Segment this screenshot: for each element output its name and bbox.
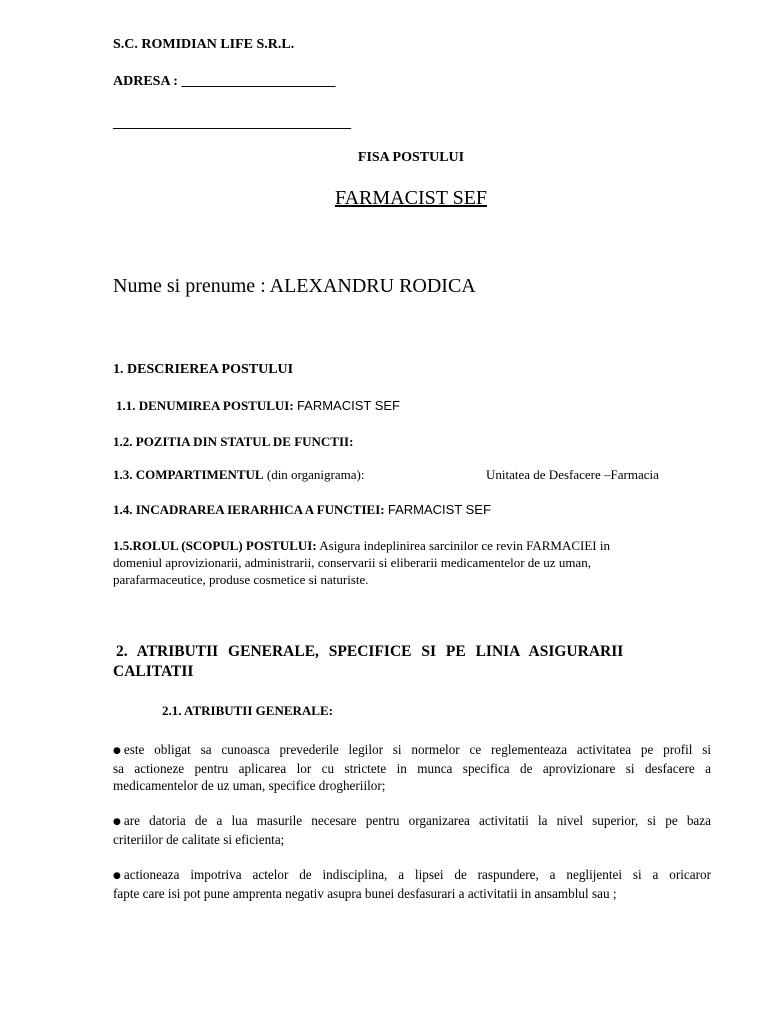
item-1-3-note: (din organigrama): — [266, 467, 365, 482]
item-1-1-label: 1.1. DENUMIREA POSTULUI: — [116, 398, 294, 413]
item-1-5-value-line3: parafarmaceutice, produse cosmetice si naturiste. — [113, 572, 369, 587]
duty-2-line2: criteriilor de calitate si eficienta; — [113, 832, 285, 847]
duty-3-line1: actioneaza impotriva actelor de indisciplina, a lipsei de raspundere, a neglijentei si a oricaror — [123, 867, 711, 882]
item-1-1-value: FARMACIST SEF — [296, 398, 400, 413]
section-2-heading-line1: 2. ATRIBUTII GENERALE, SPECIFICE SI PE LINIA ASIGURARII — [116, 643, 624, 660]
item-1-5 — [113, 537, 713, 588]
company-name: S.C. ROMIDIAN LIFE S.R.L. — [113, 37, 295, 52]
item-1-4 — [113, 502, 491, 518]
document-title: FARMACIST SEF — [334, 187, 488, 209]
bullet-icon: ● — [113, 817, 121, 827]
bullet-icon: ● — [113, 871, 121, 881]
subsection-2-1-heading: 2.1. ATRIBUTII GENERALE: — [162, 703, 333, 718]
bullet-icon: ● — [113, 746, 121, 756]
item-1-5-value-line2: domeniul aprovizionarii, administrarii, conservarii si eliberarii medicamentelor de uz uman, — [113, 555, 591, 570]
item-1-3 — [113, 467, 673, 483]
section-2-heading — [113, 642, 711, 682]
item-1-3-label: 1.3. COMPARTIMENTUL — [113, 467, 264, 482]
duty-1-line3: medicamentelor de uz uman, specifice drogheriilor; — [113, 778, 386, 793]
general-duty-item — [113, 741, 711, 794]
duty-1-line2: sa actioneze pentru aplicarea lor cu strictete in munca specifica de aprovizionare si desfacere a — [113, 761, 711, 776]
duty-1-line1: este obligat sa cunoasca prevederile legilor si normelor ce reglementeaza activitatea pe profil si — [123, 742, 711, 757]
section-1-heading: 1. DESCRIEREA POSTULUI — [113, 362, 294, 377]
item-1-3-value: Unitatea de Desfacere –Farmacia — [486, 467, 659, 482]
item-1-2-label: 1.2. POZITIA DIN STATUL DE FUNCTII: — [113, 434, 354, 449]
item-1-1 — [116, 398, 400, 414]
item-1-5-label: 1.5.ROLUL (SCOPUL) POSTULUI: — [113, 538, 317, 553]
duty-3-line2: fapte care isi pot pune amprenta negativ asupra bunei desfasurari a activitatii in ansamblul sau ; — [113, 886, 617, 901]
duty-2-line1: are datoria de a lua masurile necesare pentru organizarea activitatii la nivel superior, si pe baza — [123, 813, 711, 828]
document-type: FISA POSTULUI — [357, 150, 465, 165]
section-2-heading-line2: CALITATII — [113, 663, 194, 680]
item-1-4-label: 1.4. INCADRAREA IERARHICA A FUNCTIEI: — [113, 502, 385, 517]
address-line-2: __________________________________ — [113, 116, 351, 131]
item-1-4-value: FARMACIST SEF — [387, 502, 491, 517]
address-line: ADRESA : ______________________ — [113, 74, 336, 89]
employee-name: Nume si prenume : ALEXANDRU RODICA — [113, 275, 476, 297]
general-duty-item — [113, 812, 711, 848]
item-1-5-value-line1: Asigura indeplinirea sarcinilor ce revin FARMACIEI in — [319, 538, 610, 553]
general-duty-item — [113, 866, 711, 902]
